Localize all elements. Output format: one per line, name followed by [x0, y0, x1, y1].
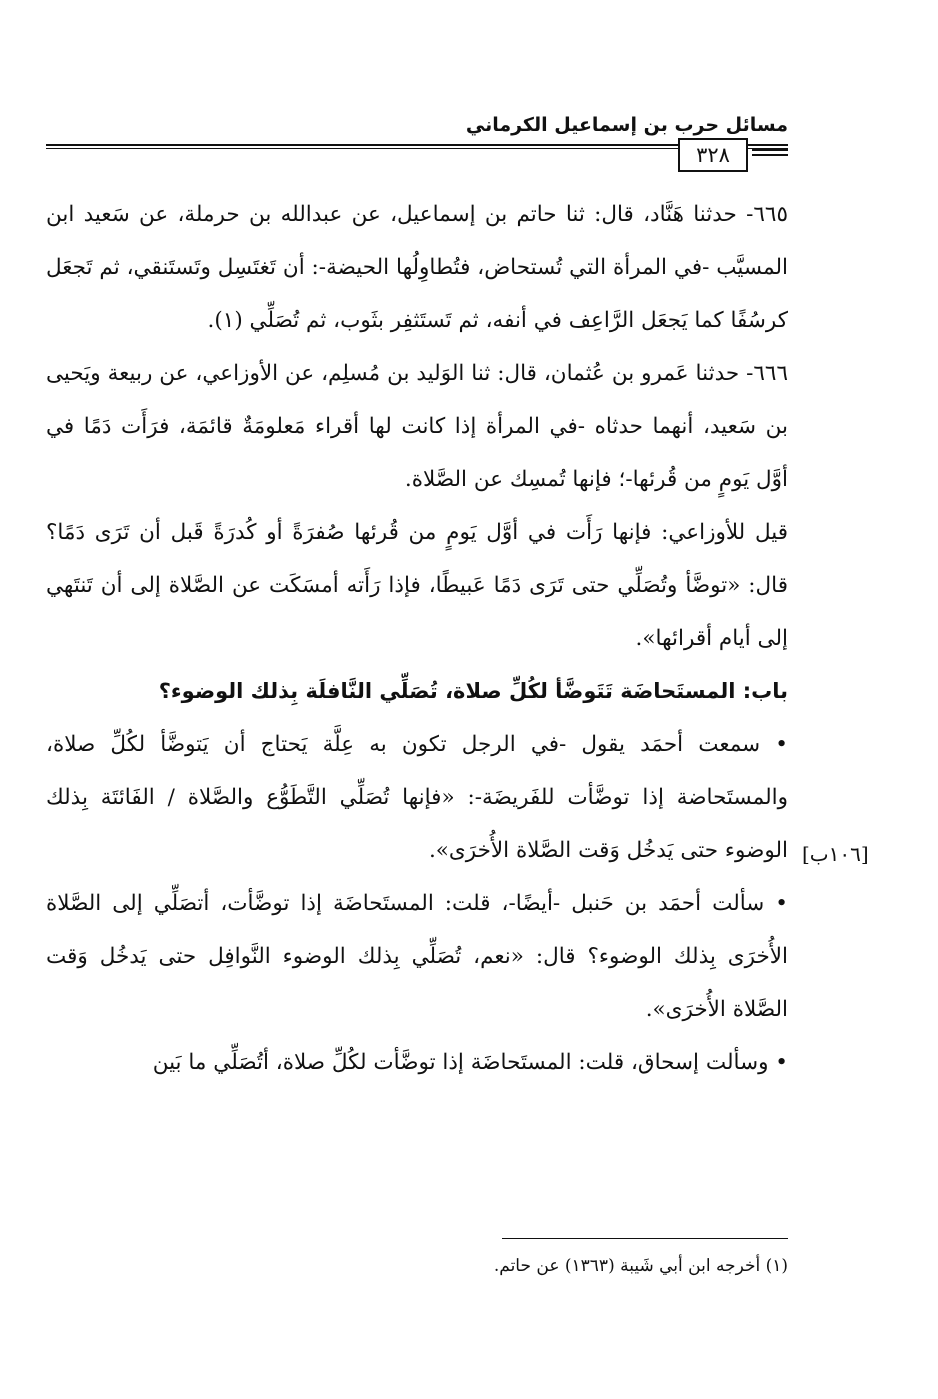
paragraph-awzai: قيل للأوزاعي: فإنها رَأَت في أوَّل يَومٍ من قُرئها صُفرَةً أو كُدرَةً قَبل أن تَرَى دَمًا؟ قال: «توضَّأ وتُصَلِّي حتى تَرَى دَمًا عَبيطًا، فإذا رَأَته أمسَكَت عن الصَّلاة إلى أن تَنتَهي إلى أيام أقرائها». [46, 520, 788, 651]
footnote: (١) أخرجه ابن أبي شَيبة (١٣٦٣) عن حاتم. [493, 1256, 788, 1276]
footnote-rule [502, 1238, 788, 1239]
paragraph-ahmad-1: • سمعت أحمَد يقول -في الرجل تكون به عِلَّة يَحتاج أن يَتوضَّأ لكُلِّ صلاة، والمستَحاضة إذا توضَّأت للفَريضَة-: «فإنها تُصَلِّي التَّطَوُّع والصَّلاة / الفَائتَة بِذلك الوضوء حتى يَدخُل وَقت الصَّلاة الأُخرَى». [46, 732, 788, 863]
chapter-heading: باب: المستَحاضَة تَتَوضَّأ لكُلِّ صلاة، تُصَلِّي النَّافلَة بِذلك الوضوء؟ [158, 679, 788, 703]
header-rule [46, 144, 788, 146]
main-text [46, 188, 788, 1089]
book-title: مسائل حرب بن إسماعيل الكرماني [465, 114, 788, 136]
paragraph-ahmad-2: • سألت أحمَد بن حَنبل -أيضًا-، قلت: المستَحاضَة إذا توضَّأت، أتصَلِّي إلى الصَّلاة الأُخرَى بِذلك الوضوء؟ قال: «نعم، تُصَلِّي بِذلك الوضوء النَّوافِل حتى يَدخُل وَقت الصَّلاة الأُخرَى». [46, 891, 788, 1022]
paragraph-666: ٦٦٦- حدثنا عَمرو بن عُثمان، قال: ثنا الوَليد بن مُسلِم، عن الأوزاعي، عن ربيعة ويَحيى بن سَعيد، أنهما حدثاه -في المرأة إذا كانت لها أقراء مَعلومَةٌ قائمَة، فرَأَت دَمًا في أوَّل يَومٍ من قُرئها-؛ فإنها تُمسِك عن الصَّلاة. [46, 361, 788, 492]
header-rule-thin [46, 148, 788, 149]
manuscript-folio-note: [١٠٦ب] [802, 842, 869, 866]
page-header [46, 108, 788, 172]
paragraph-665: ٦٦٥- حدثنا هَنَّاد، قال: ثنا حاتم بن إسماعيل، عن عبدالله بن حرملة، عن سَعيد ابن المسيَّب -في المرأة التي تُستحاض، فتُطاوِلُها الحيضة-: أن تَغتَسِل وتَستَنقي، ثم تَجعَل كرسُفًا كما يَجعَل الرَّاعِف في أنفه، ثم تَستَثفِر بثَوب، ثم تُصَلِّي (١). [46, 202, 788, 333]
paragraph-ishaq: • وسألت إسحاق، قلت: المستَحاضَة إذا توضَّأت لكُلِّ صلاة، أتُصَلِّي ما بَين [152, 1050, 788, 1075]
page-number: ٣٢٨ [678, 138, 748, 172]
header-rule-right-thin [752, 154, 788, 156]
header-rule-right [752, 148, 788, 151]
